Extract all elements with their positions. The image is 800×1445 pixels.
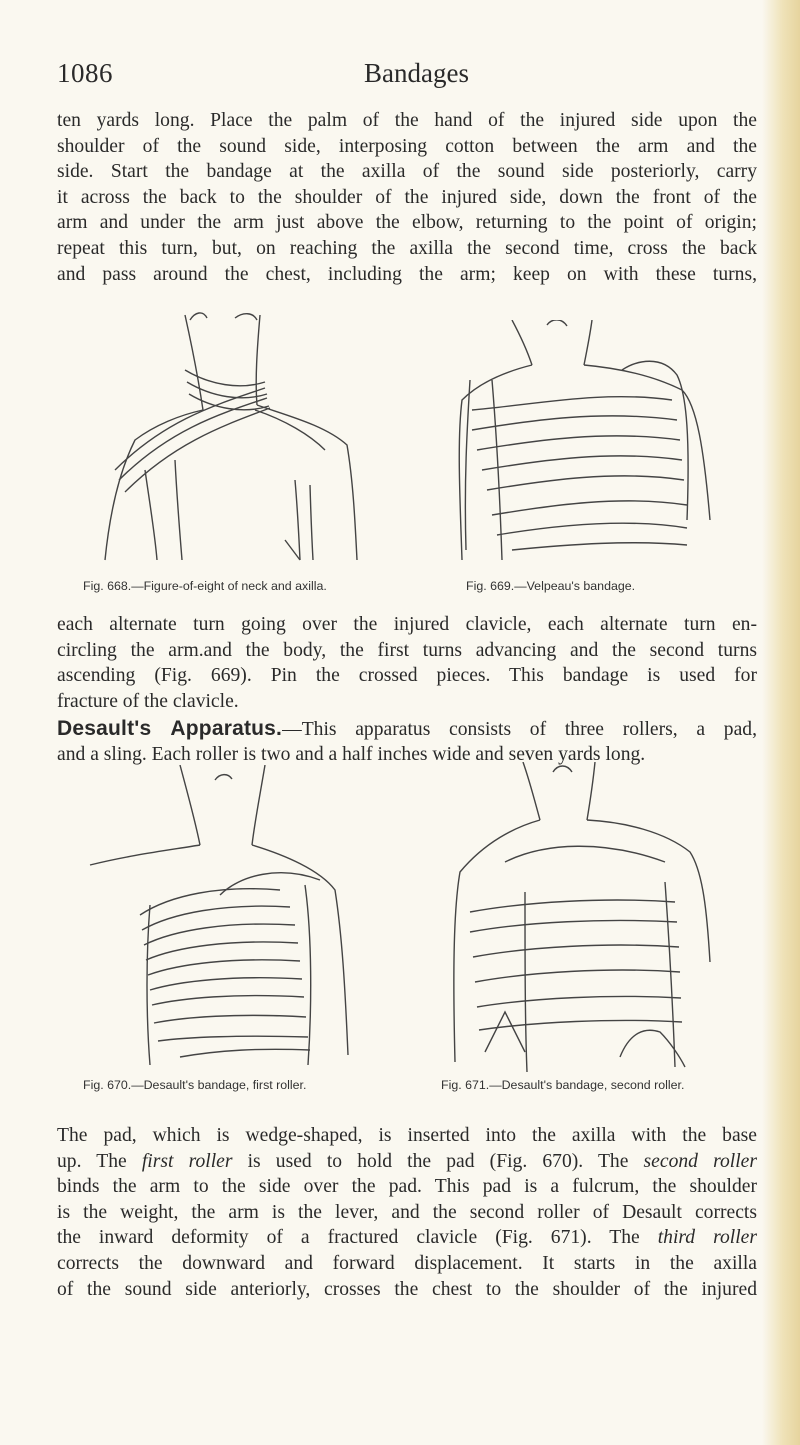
text-line: arm and under the arm just above the elbow, returning to the point of origin; <box>57 212 757 234</box>
text-line: ten yards long. Place the palm of the hand of the injured side upon the <box>57 110 757 131</box>
text-line: fracture of the clavicle. <box>57 690 239 712</box>
text-run: is used to hold the pad (Fig. 670). The <box>232 1150 644 1172</box>
text-line <box>57 716 757 742</box>
text-line: each alternate turn going over the injured clavicle, each alternate turn en- <box>57 614 757 635</box>
text-line: is the weight, the arm is the lever, and the second roller of Desault corrects <box>57 1201 757 1223</box>
figure-670-illustration <box>80 765 370 1070</box>
figure-670-caption: Fig. 670.—Desault's bandage, first roller. <box>83 1078 307 1092</box>
paragraph-3 <box>57 716 757 767</box>
text-line: The pad, which is wedge-shaped, is inserted into the axilla with the base <box>57 1125 757 1146</box>
text-line: of the sound side anteriorly, crosses the chest to the shoulder of the injured <box>57 1278 757 1300</box>
text-run: —This apparatus consists of three rollers, a pad, <box>282 719 757 740</box>
figure-671-illustration <box>445 762 725 1074</box>
text-line <box>57 1149 757 1175</box>
page-number: 1086 <box>57 58 113 88</box>
emphasis-second-roller: second roller <box>643 1150 757 1172</box>
paragraph-4 <box>57 1123 757 1302</box>
figure-668-caption: Fig. 668.—Figure-of-eight of neck and axilla. <box>83 579 327 593</box>
text-line <box>57 1225 757 1251</box>
page-edge-shadow <box>762 0 800 1445</box>
paragraph-2 <box>57 612 757 714</box>
figure-669-caption: Fig. 669.—Velpeau's bandage. <box>466 579 636 593</box>
text-line: repeat this turn, but, on reaching the axilla the second time, cross the back <box>57 237 757 259</box>
text-run: up. The <box>57 1150 142 1172</box>
text-line: corrects the downward and forward displacement. It starts in the axilla <box>57 1252 757 1274</box>
text-line: and a sling. Each roller is two and a half inches wide and seven yards long. <box>57 743 646 765</box>
section-heading: Desault's Apparatus. <box>57 717 283 740</box>
text-run: the inward deformity of a fractured clavicle (Fig. 671). The <box>57 1227 658 1249</box>
text-line: shoulder of the sound side, interposing cotton between the arm and the <box>57 135 757 157</box>
emphasis-third-roller: third roller <box>657 1227 757 1249</box>
paragraph-1 <box>57 108 757 287</box>
figure-671-caption: Fig. 671.—Desault's bandage, second roller. <box>441 1078 685 1092</box>
running-title: Bandages <box>364 58 469 88</box>
text-line: ascending (Fig. 669). Pin the crossed pieces. This bandage is used for <box>57 665 757 687</box>
emphasis-first-roller: first roller <box>141 1150 233 1172</box>
figure-668-illustration <box>85 310 375 570</box>
text-line: and pass around the chest, including the arm; keep on with these turns, <box>57 263 757 285</box>
text-line: it across the back to the shoulder of the injured side, down the front of the <box>57 186 757 208</box>
text-line: binds the arm to the side over the pad. This pad is a fulcrum, the shoulder <box>57 1176 757 1198</box>
page-header <box>0 58 800 98</box>
text-line: side. Start the bandage at the axilla of the sound side posteriorly, carry <box>57 161 757 183</box>
text-line: circling the arm.and the body, the first turns advancing and the second turns <box>57 639 757 661</box>
figure-669-illustration <box>452 320 722 570</box>
